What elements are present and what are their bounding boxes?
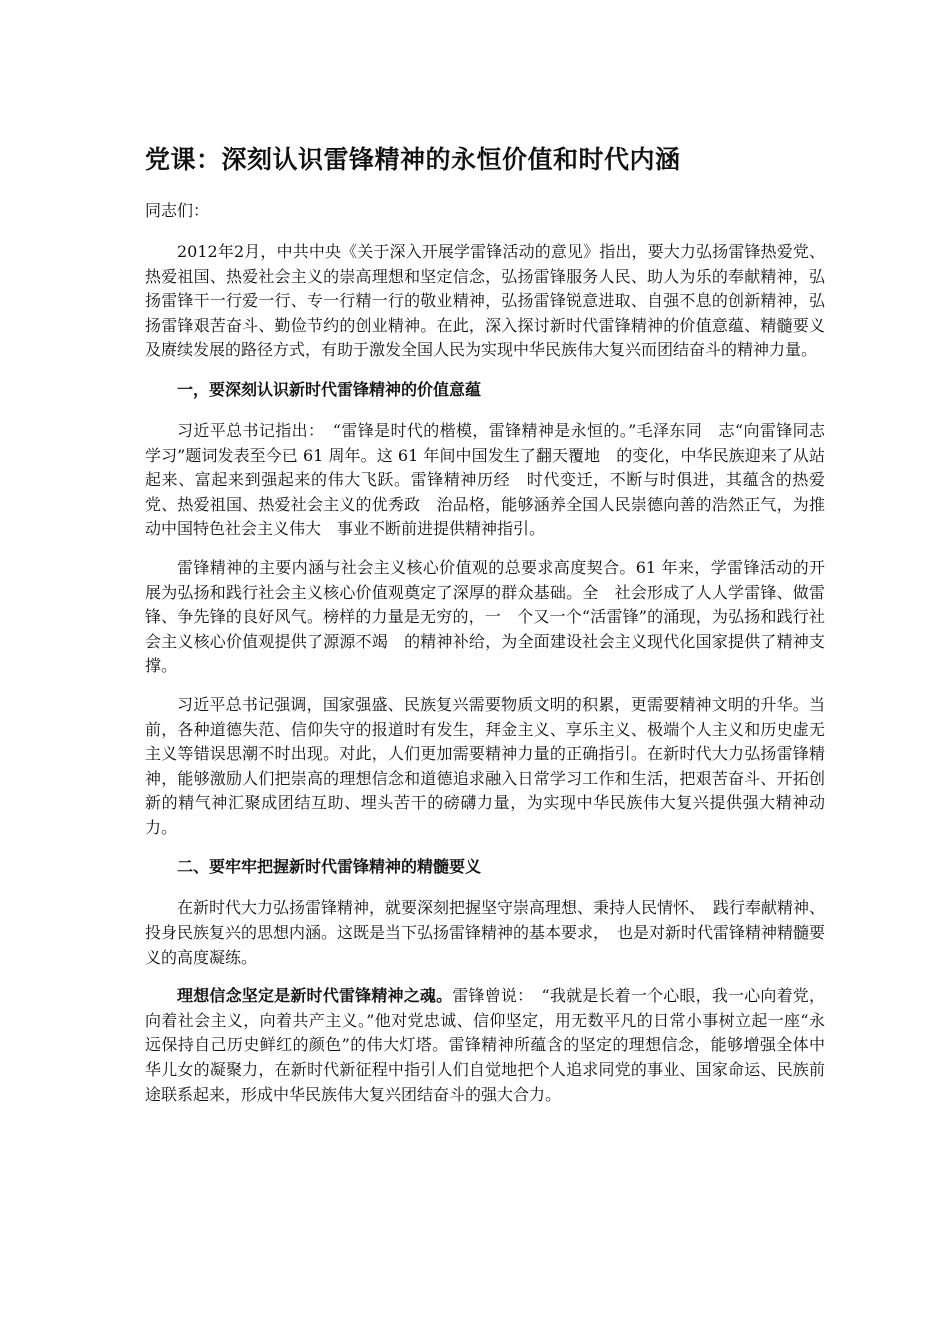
document-page [145, 140, 825, 1121]
salutation: 同志们： [145, 201, 210, 220]
section-1-paragraph-2: 雷锋精神的主要内涵与社会主义核心价值观的总要求高度契合。61 年来，学雷锋活动的开展为弘扬和践行社会主义核心价值观奠定了深厚的群众基础。全 社会形成了人人学雷锋、做雷锋、争先锋的良好风气。榜样的力量是无穷的，一 个又一个“活雷锋”的涌现，为弘扬和践行社会主义核心价值观提供了源源不竭 的精神补给，为全面建设社会主义现代化国家提供了精神支撑。 [145, 557, 825, 676]
intro-paragraph: 2012年2月，中共中央《关于深入开展学雷锋活动的意见》指出，要大力弘扬雷锋热爱党、热爱祖国、热爱社会主义的崇高理想和坚定信念，弘扬雷锋服务人民、助人为乐的奉献精神，弘扬雷锋干一行爱一行、专一行精一行的敬业精神，弘扬雷锋锐意进取、自强不息的创新精神，弘扬雷锋艰苦奋斗、勤俭节约的创业精神。在此，深入探讨新时代雷锋精神的价值意蕴、精髓要义及赓续发展的路径方式，有助于激发全国人民为实现中华民族伟大复兴而团结奋斗的精神力量。 [145, 242, 825, 360]
section-2-paragraph-2 [145, 984, 825, 1107]
paragraph-lead-sentence: 理想信念坚定是新时代雷锋精神之魂。 [177, 986, 453, 1006]
section-1-paragraph-3: 习近平总书记强调，国家强盛、民族复兴需要物质文明的积累，更需要精神文明的升华。当前，各种道德失范、信仰失守的报道时有发生，拜金主义、享乐主义、极端个人主义和历史虚无主义等错误思潮不时出现。对此，人们更加需要精神力量的正确指引。在新时代大力弘扬雷锋精神，能够激励人们把崇高的理想信念和道德追求融入日常学习工作和生活，把艰苦奋斗、开拓创新的精气神汇聚成团结互助、埋头苦干的磅礴力量，为实现中华民族伟大复兴提供强大精神动力。 [145, 694, 825, 837]
section-2-heading: 二、要牢牢把握新时代雷锋精神的精髓要义 [177, 857, 482, 877]
section-1-paragraph-1: 习近平总书记指出： “雷锋是时代的楷模，雷锋精神是永恒的。”毛泽东同 志“向雷锋同志学习”题词发表至今已 61 周年。这 61 年间中国发生了翻天覆地 的变化，中华民族迎来了从站起来、富起来到强起来的伟大飞跃。雷锋精神历经 时代变迁，不断与时俱进，其蕴含的热爱党、热爱祖国、热爱社会主义的优秀政 治品格，能够涵养全国人民崇德向善的浩然正气，为推动中国特色社会主义伟大 事业不断前进提供精神指引。 [145, 420, 825, 539]
document-title: 党课：深刻认识雷锋精神的永恒价值和时代内涵 [145, 145, 681, 174]
section-2-paragraph-1: 在新时代大力弘扬雷锋精神，就要深刻把握坚守崇高理想、秉持人民情怀、 践行奉献精神、投身民族复兴的思想内涵。这既是当下弘扬雷锋精神的基本要求， 也是对新时代雷锋精神精髓要义的高度凝练。 [145, 898, 826, 967]
paragraph-body: 雷锋曾说： “我就是长着一个心眼，我一心向着党，向着社会主义，向着共产主义。”他对党忠诚、信仰坚定，用无数平凡的日常小事树立起一座“永远保持自己历史鲜红的颜色”的伟大灯塔。雷锋精神所蕴含的坚定的理想信念，能够增强全体中华儿女的凝聚力，在新时代新征程中指引人们自觉地把个人追求同党的事业、国家命运、民族前途联系起来，形成中华民族伟大复兴团结奋斗的强大合力。 [145, 986, 825, 1104]
section-1-heading: 一，要深刻认识新时代雷锋精神的价值意蕴 [177, 379, 482, 399]
